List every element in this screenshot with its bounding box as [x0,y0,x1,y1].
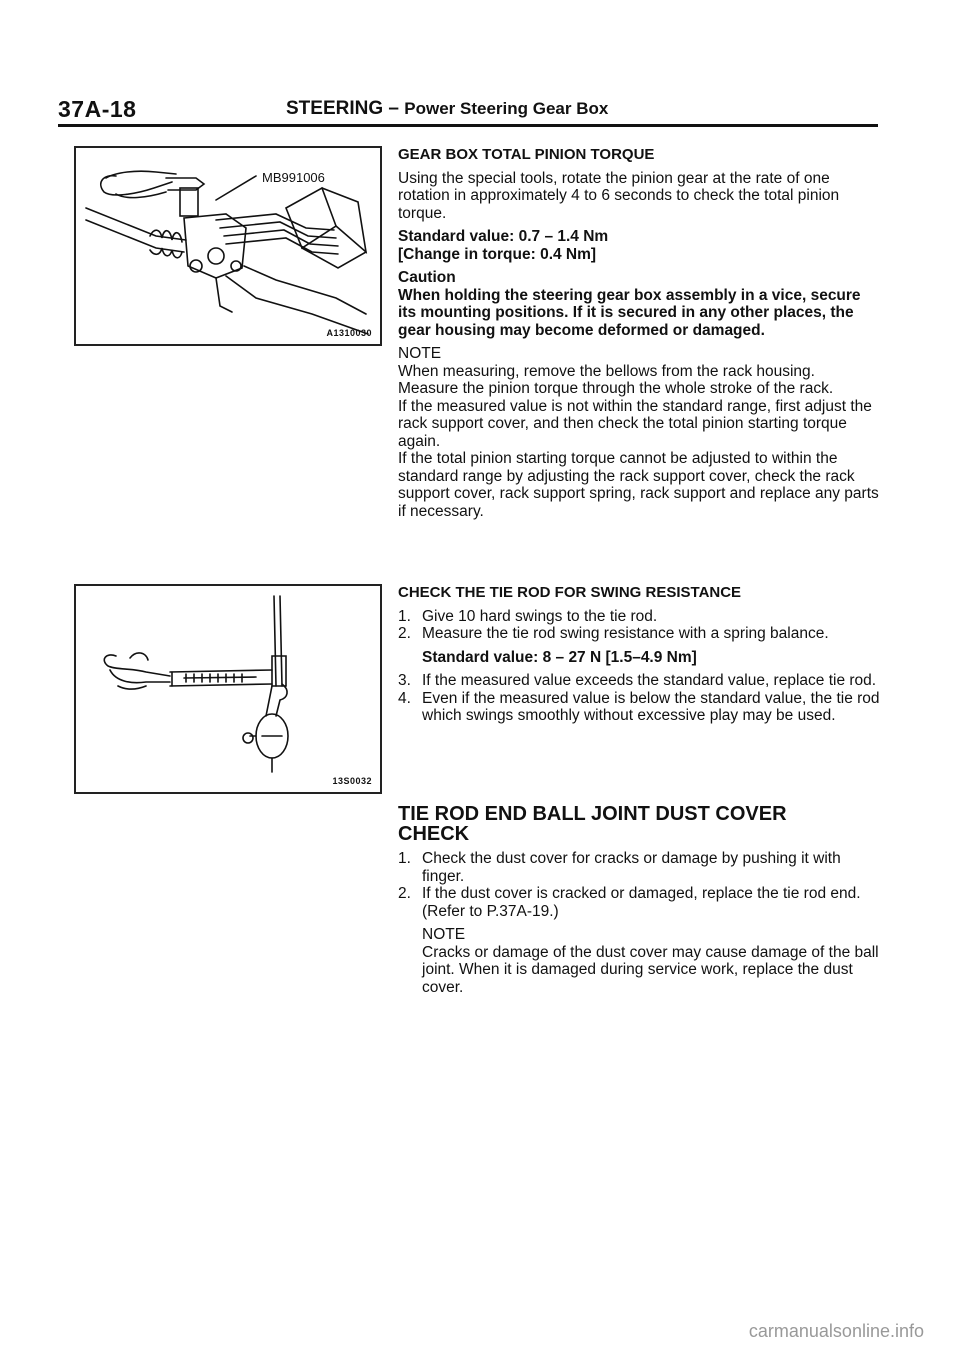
note-text: Cracks or damage of the dust cover may cause damage of the ball joint. When it is damaged during service work, replace the dust cover. [422,943,879,996]
watermark: carmanualsonline.info [748,1321,924,1341]
step-number: 2. [398,625,411,642]
step-list [398,850,882,920]
step-text: Check the dust cover for cracks or damage by pushing it with finger. [422,850,841,885]
title-dash: – [383,98,405,119]
note-line: Measure the pinion torque through the whole stroke of the rack. [398,380,834,397]
note-line: When measuring, remove the bellows from the rack housing. [398,362,815,380]
step-number: 2. [398,885,411,902]
note-line: If the total pinion starting torque cannot be adjusted to within the standard range by adjusting the rack support cover, check the rack support cover, rack support spring, rack support and replace any parts if necessary. [398,450,879,520]
step-text: Give 10 hard swings to the tie rod. [422,607,658,625]
note-label: NOTE [422,926,466,943]
tool-label: MB991006 [262,170,325,185]
list-item [398,608,882,626]
header-rule [58,124,878,127]
step-list [398,672,882,725]
note-label: NOTE [398,345,442,362]
step-number: 3. [398,672,411,689]
step-list [398,608,882,643]
figure-code: A1310030 [326,328,372,338]
step-number: 4. [398,689,411,707]
figure-pinion-torque [74,146,382,346]
step-text: Even if the measured value is below the standard value, the tie rod which swings smoothly without excessive play may be used. [422,689,880,724]
section-heading: CHECK THE TIE ROD FOR SWING RESISTANCE [398,584,742,601]
section-heading: GEAR BOX TOTAL PINION TORQUE [398,146,655,163]
pinion-torque-illustration [76,148,380,344]
list-item [398,850,882,885]
standard-value: Standard value: 8 – 27 N [1.5–4.9 Nm] [422,648,697,666]
figure-tie-rod-swing [74,584,382,794]
section-dust-cover-check [398,804,882,996]
tie-rod-illustration [76,586,380,792]
list-item [398,625,882,643]
page-number: 37A-18 [58,96,137,122]
page-header [58,96,878,122]
list-item [398,690,882,725]
section-intro: Using the special tools, rotate the pinion gear at the rate of one rotation in approximately 4 to 6 seconds to check the total pinion torque. [398,169,840,222]
step-number: 1. [398,850,411,867]
section-gear-box-pinion-torque [398,146,882,520]
standard-value: Standard value: 0.7 – 1.4 Nm [398,228,609,245]
step-text: If the measured value exceeds the standard value, replace tie rod. [422,672,877,689]
subsection-name: Power Steering Gear Box [404,99,609,118]
caution-label: Caution [398,269,456,286]
list-item [398,672,882,690]
step-text: If the dust cover is cracked or damaged, replace the tie rod end. (Refer to P.37A-19.) [422,885,861,920]
note-line: If the measured value is not within the standard range, first adjust the rack support cover, and then check the total pinion starting torque again. [398,397,872,450]
step-text: Measure the tie rod swing resistance with a spring balance. [422,625,829,642]
section-tie-rod-swing [398,584,882,725]
section-name: STEERING [286,98,384,119]
list-item [398,885,882,920]
step-number: 1. [398,607,411,625]
section-heading-line2: CHECK [398,823,470,845]
caution-text: When holding the steering gear box assembly in a vice, secure its mounting positions. If it is secured in any other places, the gear housing may become deformed or damaged. [398,286,861,339]
change-in-torque: [Change in torque: 0.4 Nm] [398,245,597,263]
figure-code: 13S0032 [332,776,372,786]
section-heading: TIE ROD END BALL JOINT DUST COVER [398,803,787,825]
page-title [286,98,608,120]
